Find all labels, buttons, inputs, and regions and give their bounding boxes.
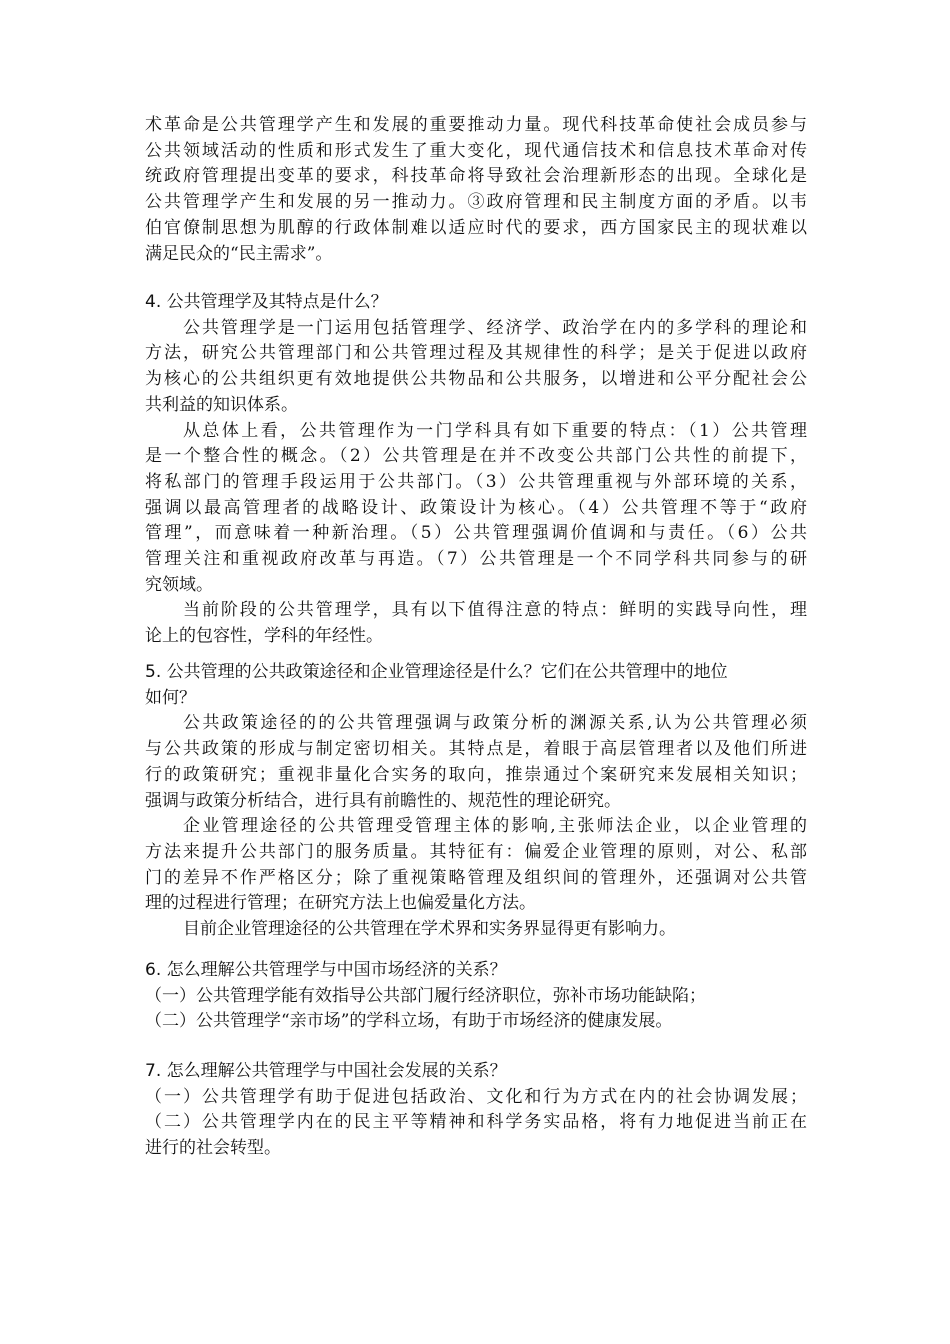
text-line: 公共管理学是一门运用包括管理学、经济学、政治学在内的多学科的理论和	[183, 317, 807, 338]
question-5-conclusion-paragraph	[145, 917, 807, 943]
list-item: 进行的社会转型。	[145, 1138, 281, 1159]
text-line: 当前阶段的公共管理学，具有以下值得注意的特点：鲜明的实践导向性，理	[183, 600, 807, 621]
text-line: 究领域。	[145, 574, 213, 595]
text-line: 强调以最高管理者的战略设计、政策设计为核心。（4）公共管理不等于“政府	[145, 497, 807, 518]
question-5-section	[145, 660, 807, 943]
text-line: 统政府管理提出变革的要求，科技革命将导致社会治理新形态的出现。全球化是	[145, 166, 807, 187]
text-line: 与公共政策的形成与制定密切相关。其特点是，着眼于高层管理者以及他们所进	[145, 739, 807, 760]
text-line: 理的过程进行管理；在研究方法上也偏爱量化方法。	[145, 893, 536, 914]
text-line: 管理关注和重视政府改革与再造。（7）公共管理是一个不同学科共同参与的研	[145, 549, 807, 570]
list-item: （一）公共管理学有助于促进包括政治、文化和行为方式在内的社会协调发展；	[145, 1086, 807, 1107]
text-line: 企业管理途径的公共管理受管理主体的影响,主张师法企业，以企业管理的	[183, 816, 807, 837]
text-line: 方法，研究公共管理部门和公共管理过程及其规律性的科学；是关于促进以政府	[145, 343, 807, 364]
text-line: 目前企业管理途径的公共管理在学术界和实务界显得更有影响力。	[183, 919, 676, 940]
question-4-definition-paragraph	[145, 316, 807, 419]
question-6-section	[145, 958, 807, 1035]
text-line: 强调与政策分析结合，进行具有前瞻性的、规范性的理论研究。	[145, 790, 621, 811]
question-4-features-paragraph	[145, 419, 807, 599]
question-6-heading: 6. 怎么理解公共管理学与中国市场经济的关系？	[145, 960, 507, 980]
question-5-policy-paragraph	[145, 711, 807, 814]
text-line: 将私部门的管理手段运用于公共部门。（3）公共管理重视与外部环境的关系，	[145, 471, 807, 492]
text-line: 满足民众的“民主需求”。	[145, 243, 333, 264]
question-4-current-paragraph	[145, 598, 807, 649]
intro-paragraph	[145, 113, 807, 267]
text-line: 共利益的知识体系。	[145, 394, 298, 415]
text-line: 是一个整合性的概念。（2）公共管理是在并不改变公共部门公共性的前提下，	[145, 446, 807, 467]
text-line: 从总体上看，公共管理作为一门学科具有如下重要的特点：（1）公共管理	[183, 420, 807, 441]
question-4-section	[145, 290, 807, 650]
list-item: （二）公共管理学“亲市场”的学科立场，有助于市场经济的健康发展。	[145, 1011, 673, 1032]
text-line: 为核心的公共组织更有效地提供公共物品和公共服务，以增进和公平分配社会公	[145, 369, 807, 390]
text-line: 公共领域活动的性质和形式发生了重大变化，现代通信技术和信息技术革命对传	[145, 140, 807, 161]
question-5-heading-line: 如何？	[145, 687, 196, 708]
text-line: 论上的包容性，学科的年经性。	[145, 626, 383, 647]
text-line: 公共政策途径的的公共管理强调与政策分析的渊源关系,认为公共管理必须	[183, 713, 807, 734]
list-item: （一）公共管理学能有效指导公共部门履行经济职位，弥补市场功能缺陷；	[145, 985, 706, 1006]
question-7-section	[145, 1059, 807, 1162]
text-line: 方法来提升公共部门的服务质量。其特征有：偏爱企业管理的原则，对公、私部	[145, 841, 807, 862]
question-4-heading: 4. 公共管理学及其特点是什么？	[145, 292, 388, 312]
text-line: 门的差异不作严格区分；除了重视策略管理及组织间的管理外，还强调对公共管	[145, 867, 807, 888]
text-line: 管理”，而意味着一种新治理。（5）公共管理强调价值调和与责任。（6）公共	[145, 523, 807, 544]
question-5-heading-line: 5. 公共管理的公共政策途径和企业管理途径是什么？它们在公共管理中的地位	[145, 662, 728, 682]
question-5-business-paragraph	[145, 814, 807, 917]
text-line: 公共管理学产生和发展的另一推动力。③政府管理和民主制度方面的矛盾。以韦	[145, 192, 807, 213]
text-line: 行的政策研究；重视非量化合实务的取向，推崇通过个案研究来发展相关知识；	[145, 764, 807, 785]
text-line: 术革命是公共管理学产生和发展的重要推动力量。现代科技革命使社会成员参与	[145, 115, 807, 135]
question-7-heading: 7. 怎么理解公共管理学与中国社会发展的关系？	[145, 1061, 507, 1081]
list-item: （二）公共管理学内在的民主平等精神和科学务实品格，将有力地促进当前正在	[145, 1112, 807, 1133]
text-line: 伯官僚制思想为肌醇的行政体制难以适应时代的要求，西方国家民主的现状难以	[145, 217, 807, 238]
